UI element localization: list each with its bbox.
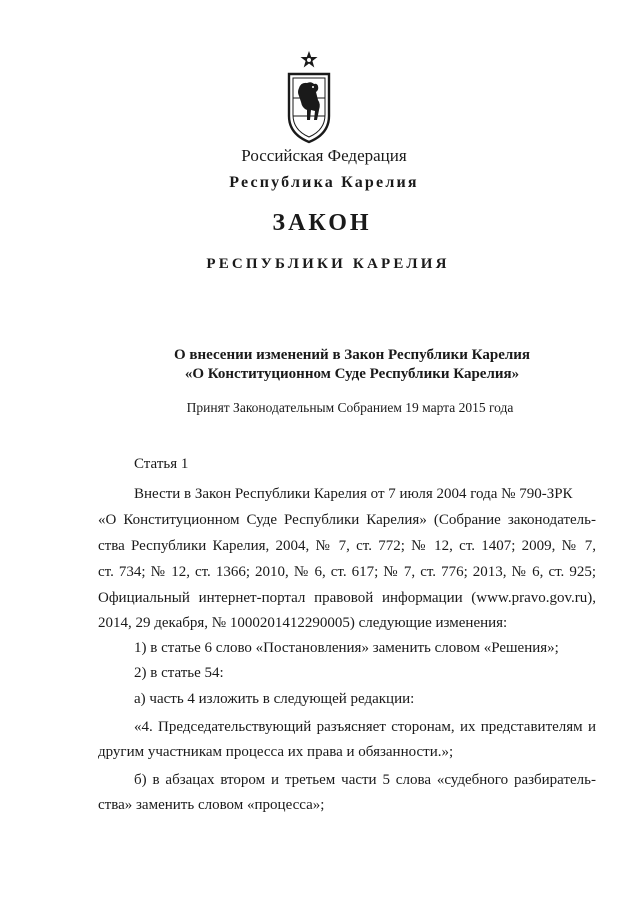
article-heading: Статья 1 xyxy=(134,456,189,472)
article-line: а) часть 4 изложить в следующей редакции: xyxy=(134,691,415,707)
article-line: ства» заменить словом «процесса»; xyxy=(98,797,325,813)
article-line: «4. Председательствующий разъясняет сторонам, их представителям и xyxy=(134,719,596,735)
article-line: «О Конституционном Суде Республики Карелия» (Собрание законодатель- xyxy=(98,512,596,528)
article-line: Официальный интернет-портал правовой информации (www.pravo.gov.ru), xyxy=(98,590,596,606)
article-line: ства Республики Карелия, 2004, № 7, ст. 772; № 12, ст. 1407; 2009, № 7, xyxy=(98,538,596,554)
document-type: ЗАКОН xyxy=(272,210,372,236)
article-line: б) в абзацах втором и третьем части 5 слова «судебного разбиратель- xyxy=(134,772,596,788)
law-title-line-2: «О Конституционном Суде Республики Карелия» xyxy=(184,366,520,382)
article-line: 2) в статье 54: xyxy=(134,665,224,681)
document-type-of: РЕСПУБЛИКИ КАРЕЛИЯ xyxy=(206,256,450,272)
article-line: Внести в Закон Республики Карелия от 7 июля 2004 года № 790-ЗРК xyxy=(134,486,573,502)
coat-of-arms-icon xyxy=(283,50,335,146)
article-line: ст. 734; № 12, ст. 1366; 2010, № 6, ст. 617; № 7, ст. 776; 2013, № 6, ст. 925; xyxy=(98,564,596,580)
article-line: 1) в статье 6 слово «Постановления» заменить словом «Решения»; xyxy=(134,640,559,656)
country-name: Российская Федерация xyxy=(241,146,407,165)
article-line: другим участникам процесса их права и обязанности.»; xyxy=(98,744,454,760)
adoption-note: Принят Законодательным Собранием 19 марта 2015 года xyxy=(186,400,514,415)
republic-name: Республика Карелия xyxy=(229,174,419,191)
article-line: 2014, 29 декабря, № 1000201412290005) следующие изменения: xyxy=(98,615,508,631)
law-title-line-1: О внесении изменений в Закон Республики Карелия xyxy=(173,347,531,363)
